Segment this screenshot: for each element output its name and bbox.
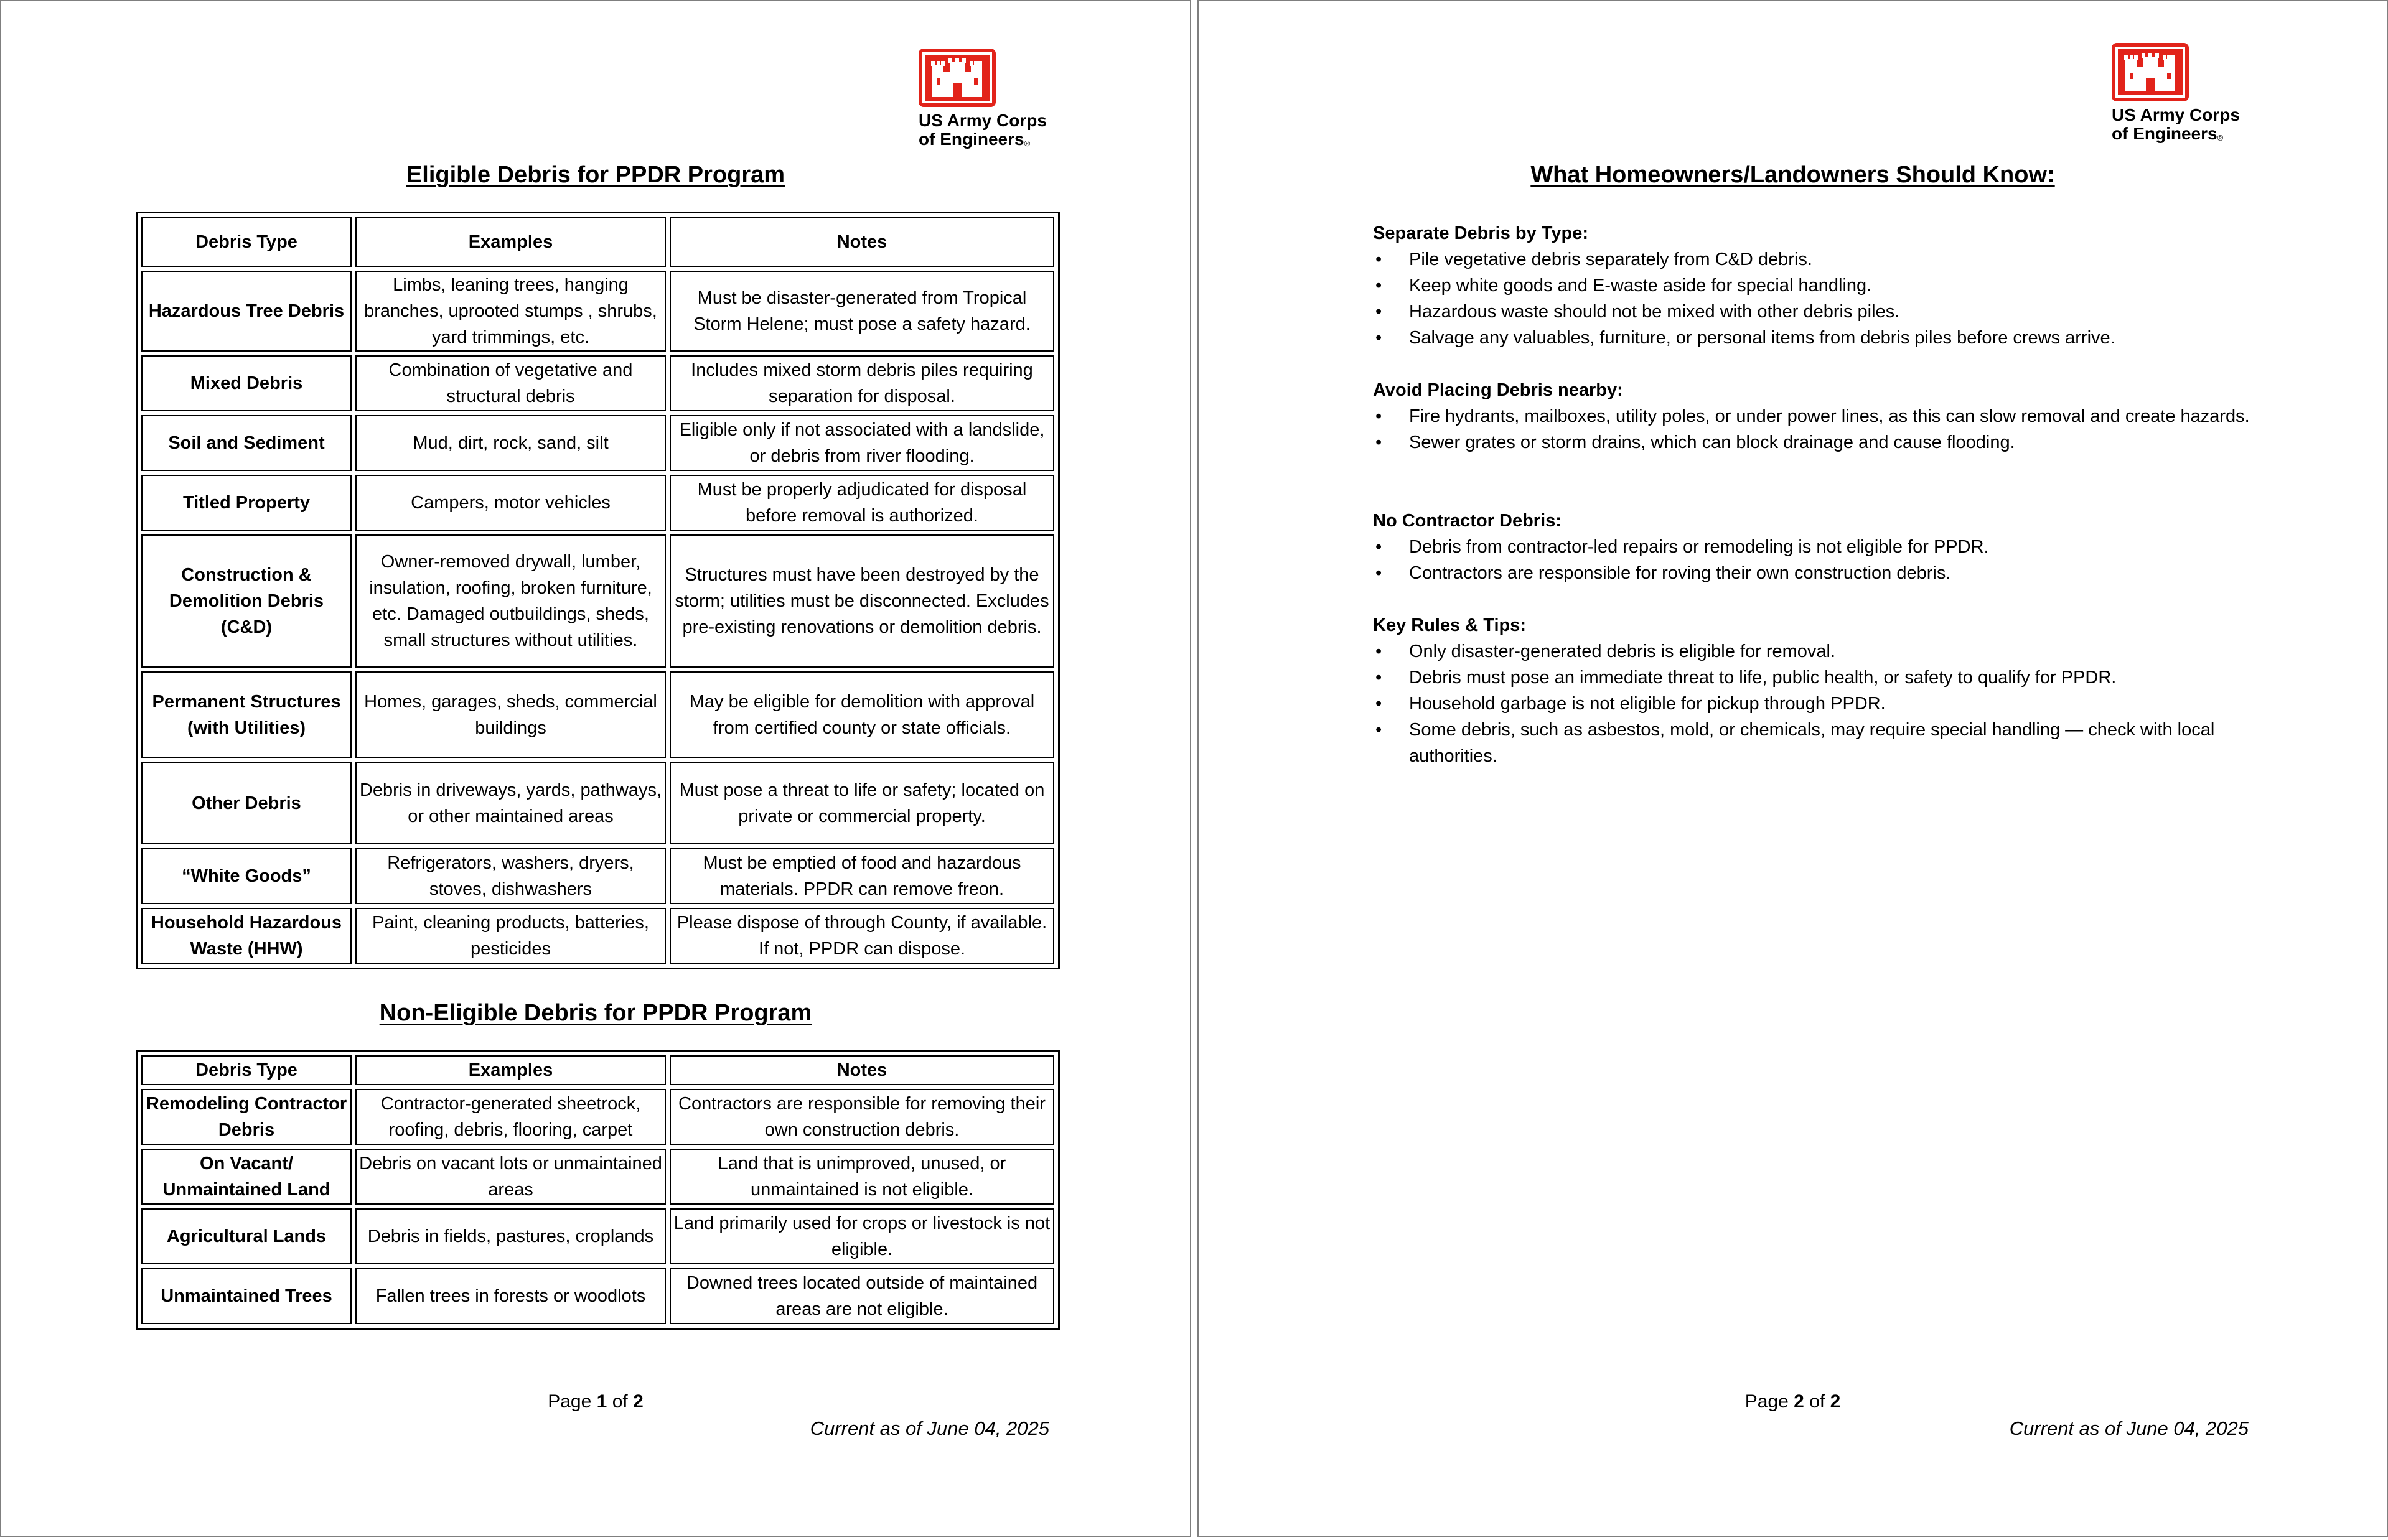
table-row xyxy=(141,534,1054,668)
page-number xyxy=(1199,1391,2387,1412)
list-item-text: Debris from contractor-led repairs or remodeling is not eligible for PPDR. xyxy=(1409,537,1989,557)
bullet-list xyxy=(1373,403,2257,455)
list-item xyxy=(1373,717,2257,769)
examples-cell: Paint, cleaning products, batteries, pesticides xyxy=(355,908,666,964)
bullet-icon: • xyxy=(1375,642,1382,661)
header-debris-type: Debris Type xyxy=(141,1055,352,1085)
bullet-icon: • xyxy=(1375,668,1382,688)
list-item xyxy=(1373,429,2257,455)
header-examples: Examples xyxy=(355,1055,666,1085)
header-notes: Notes xyxy=(670,217,1054,267)
list-item xyxy=(1373,325,2257,351)
debris-type-cell: Titled Property xyxy=(141,475,352,531)
page-current: 1 xyxy=(596,1391,607,1412)
table-row xyxy=(141,762,1054,844)
eligible-debris-table xyxy=(136,212,1060,969)
page-label: Page xyxy=(548,1391,592,1412)
section-key-rules xyxy=(1373,612,2257,769)
registered-mark: ® xyxy=(2217,133,2224,142)
section-heading: Avoid Placing Debris nearby: xyxy=(1373,380,1623,400)
section-no-contractor-debris xyxy=(1373,508,2257,586)
notes-cell: May be eligible for demolition with approval from certified county or state officials. xyxy=(670,671,1054,758)
list-item xyxy=(1373,403,2257,429)
section-avoid-placing xyxy=(1373,377,2257,455)
bullet-icon: • xyxy=(1375,250,1382,269)
table-row xyxy=(141,475,1054,531)
list-item-text: Contractors are responsible for roving their own construction debris. xyxy=(1409,563,1951,583)
table-row xyxy=(141,908,1054,964)
document-page-1 xyxy=(0,0,1191,1537)
page-of: of xyxy=(612,1391,628,1412)
bullet-icon: • xyxy=(1375,563,1382,583)
examples-cell: Debris on vacant lots or unmaintained areas xyxy=(355,1149,666,1205)
bullet-icon: • xyxy=(1375,302,1382,322)
notes-cell: Downed trees located outside of maintained areas are not eligible. xyxy=(670,1268,1054,1324)
list-item xyxy=(1373,246,2257,273)
debris-type-cell: Remodeling Contractor Debris xyxy=(141,1089,352,1145)
section-heading: No Contractor Debris: xyxy=(1373,511,1562,531)
examples-cell: Homes, garages, sheds, commercial buildings xyxy=(355,671,666,758)
list-item xyxy=(1373,665,2257,691)
homeowners-title: What Homeowners/Landowners Should Know: xyxy=(1530,162,2055,188)
section-separate-debris xyxy=(1373,220,2257,351)
header-examples: Examples xyxy=(355,217,666,267)
page-total: 2 xyxy=(633,1391,644,1412)
debris-type-cell: Hazardous Tree Debris xyxy=(141,271,352,352)
notes-cell: Must pose a threat to life or safety; located on private or commercial property. xyxy=(670,762,1054,844)
table-header-row xyxy=(141,217,1054,267)
bullet-icon: • xyxy=(1375,720,1382,740)
logo-line-2-text: of Engineers xyxy=(919,129,1024,149)
notes-cell: Includes mixed storm debris piles requiring separation for disposal. xyxy=(670,355,1054,411)
logo-wordmark xyxy=(919,111,1056,153)
list-item-text: Some debris, such as asbestos, mold, or chemicals, may require special handling — check with local authorities. xyxy=(1409,720,2215,766)
bullet-list xyxy=(1373,534,2257,586)
header-debris-type: Debris Type xyxy=(141,217,352,267)
list-item xyxy=(1373,273,2257,299)
examples-cell: Owner-removed drywall, lumber, insulation, roofing, broken furniture, etc. Damaged outbuildings, sheds, small structures without utilities. xyxy=(355,534,666,668)
list-item xyxy=(1373,638,2257,665)
section-heading: Separate Debris by Type: xyxy=(1373,223,1588,243)
bullet-icon: • xyxy=(1375,694,1382,714)
debris-type-cell: On Vacant/ Unmaintained Land xyxy=(141,1149,352,1205)
non-eligible-debris-table xyxy=(136,1050,1060,1330)
page-label: Page xyxy=(1744,1391,1789,1412)
list-item xyxy=(1373,691,2257,717)
table-row xyxy=(141,355,1054,411)
examples-cell: Mud, dirt, rock, sand, silt xyxy=(355,415,666,471)
logo-line-2 xyxy=(919,130,1056,153)
table-row xyxy=(141,271,1054,352)
section-heading: Key Rules & Tips: xyxy=(1373,615,1527,635)
non-eligible-debris-title: Non-Eligible Debris for PPDR Program xyxy=(379,1000,812,1026)
page-current: 2 xyxy=(1794,1391,1804,1412)
notes-cell: Contractors are responsible for removing their own construction debris. xyxy=(670,1089,1054,1145)
header-notes: Notes xyxy=(670,1055,1054,1085)
table-row xyxy=(141,671,1054,758)
examples-cell: Fallen trees in forests or woodlots xyxy=(355,1268,666,1324)
debris-type-cell: Other Debris xyxy=(141,762,352,844)
debris-type-cell: Permanent Structures (with Utilities) xyxy=(141,671,352,758)
logo-wordmark xyxy=(2112,106,2249,147)
current-as-of-date: Current as of June 04, 2025 xyxy=(810,1417,1049,1439)
notes-cell: Must be emptied of food and hazardous materials. PPDR can remove freon. xyxy=(670,848,1054,904)
logo-line-1: US Army Corps xyxy=(919,111,1047,130)
debris-type-cell: “White Goods” xyxy=(141,848,352,904)
eligible-debris-title: Eligible Debris for PPDR Program xyxy=(406,162,785,188)
list-item-text: Sewer grates or storm drains, which can block drainage and cause flooding. xyxy=(1409,432,2015,452)
list-item-text: Keep white goods and E-waste aside for special handling. xyxy=(1409,276,1872,296)
table-header-row xyxy=(141,1055,1054,1085)
table-row xyxy=(141,415,1054,471)
table-row xyxy=(141,1149,1054,1205)
list-item-text: Pile vegetative debris separately from C&D debris. xyxy=(1409,250,1812,269)
castle-logo-icon xyxy=(919,49,996,107)
list-item-text: Hazardous waste should not be mixed with other debris piles. xyxy=(1409,302,1900,322)
table-row xyxy=(141,848,1054,904)
logo-line-2-text: of Engineers xyxy=(2112,124,2217,143)
page-total: 2 xyxy=(1830,1391,1841,1412)
logo-line-2 xyxy=(2112,124,2249,147)
bullet-list xyxy=(1373,638,2257,769)
notes-cell: Must be properly adjudicated for disposal before removal is authorized. xyxy=(670,475,1054,531)
bullet-icon: • xyxy=(1375,537,1382,557)
notes-cell: Must be disaster-generated from Tropical Storm Helene; must pose a safety hazard. xyxy=(670,271,1054,352)
bullet-icon: • xyxy=(1375,406,1382,426)
bullet-list xyxy=(1373,246,2257,351)
usace-logo xyxy=(2112,43,2249,147)
registered-mark: ® xyxy=(1024,139,1031,148)
table-row xyxy=(141,1208,1054,1264)
examples-cell: Campers, motor vehicles xyxy=(355,475,666,531)
list-item-text: Fire hydrants, mailboxes, utility poles, or under power lines, as this can slow removal and create hazards. xyxy=(1409,406,2250,426)
notes-cell: Land primarily used for crops or livestock is not eligible. xyxy=(670,1208,1054,1264)
logo-line-1: US Army Corps xyxy=(2112,105,2240,124)
document-page-2 xyxy=(1197,0,2388,1537)
list-item xyxy=(1373,534,2257,560)
debris-type-cell: Agricultural Lands xyxy=(141,1208,352,1264)
debris-type-cell: Construction & Demolition Debris (C&D) xyxy=(141,534,352,668)
list-item xyxy=(1373,299,2257,325)
debris-type-cell: Mixed Debris xyxy=(141,355,352,411)
table-row xyxy=(141,1268,1054,1324)
examples-cell: Debris in driveways, yards, pathways, or other maintained areas xyxy=(355,762,666,844)
notes-cell: Structures must have been destroyed by the storm; utilities must be disconnected. Excludes pre-existing renovations or demolition debris. xyxy=(670,534,1054,668)
castle-logo-icon xyxy=(2112,43,2189,101)
examples-cell: Limbs, leaning trees, hanging branches, uprooted stumps , shrubs, yard trimmings, etc. xyxy=(355,271,666,352)
page-number xyxy=(1,1391,1190,1412)
table-row xyxy=(141,1089,1054,1145)
notes-cell: Please dispose of through County, if available. If not, PPDR can dispose. xyxy=(670,908,1054,964)
list-item xyxy=(1373,560,2257,586)
list-item-text: Salvage any valuables, furniture, or personal items from debris piles before crews arrive. xyxy=(1409,328,2115,348)
list-item-text: Only disaster-generated debris is eligible for removal. xyxy=(1409,642,1836,661)
page-of: of xyxy=(1809,1391,1825,1412)
examples-cell: Contractor-generated sheetrock, roofing, debris, flooring, carpet xyxy=(355,1089,666,1145)
list-item-text: Household garbage is not eligible for pickup through PPDR. xyxy=(1409,694,1886,714)
debris-type-cell: Soil and Sediment xyxy=(141,415,352,471)
examples-cell: Debris in fields, pastures, croplands xyxy=(355,1208,666,1264)
debris-type-cell: Unmaintained Trees xyxy=(141,1268,352,1324)
debris-type-cell: Household Hazardous Waste (HHW) xyxy=(141,908,352,964)
list-item-text: Debris must pose an immediate threat to life, public health, or safety to qualify for PPDR. xyxy=(1409,668,2117,688)
examples-cell: Refrigerators, washers, dryers, stoves, dishwashers xyxy=(355,848,666,904)
usace-logo xyxy=(919,49,1056,153)
bullet-icon: • xyxy=(1375,432,1382,452)
current-as-of-date: Current as of June 04, 2025 xyxy=(2009,1417,2249,1439)
bullet-icon: • xyxy=(1375,276,1382,296)
notes-cell: Land that is unimproved, unused, or unmaintained is not eligible. xyxy=(670,1149,1054,1205)
examples-cell: Combination of vegetative and structural debris xyxy=(355,355,666,411)
notes-cell: Eligible only if not associated with a landslide, or debris from river flooding. xyxy=(670,415,1054,471)
bullet-icon: • xyxy=(1375,328,1382,348)
